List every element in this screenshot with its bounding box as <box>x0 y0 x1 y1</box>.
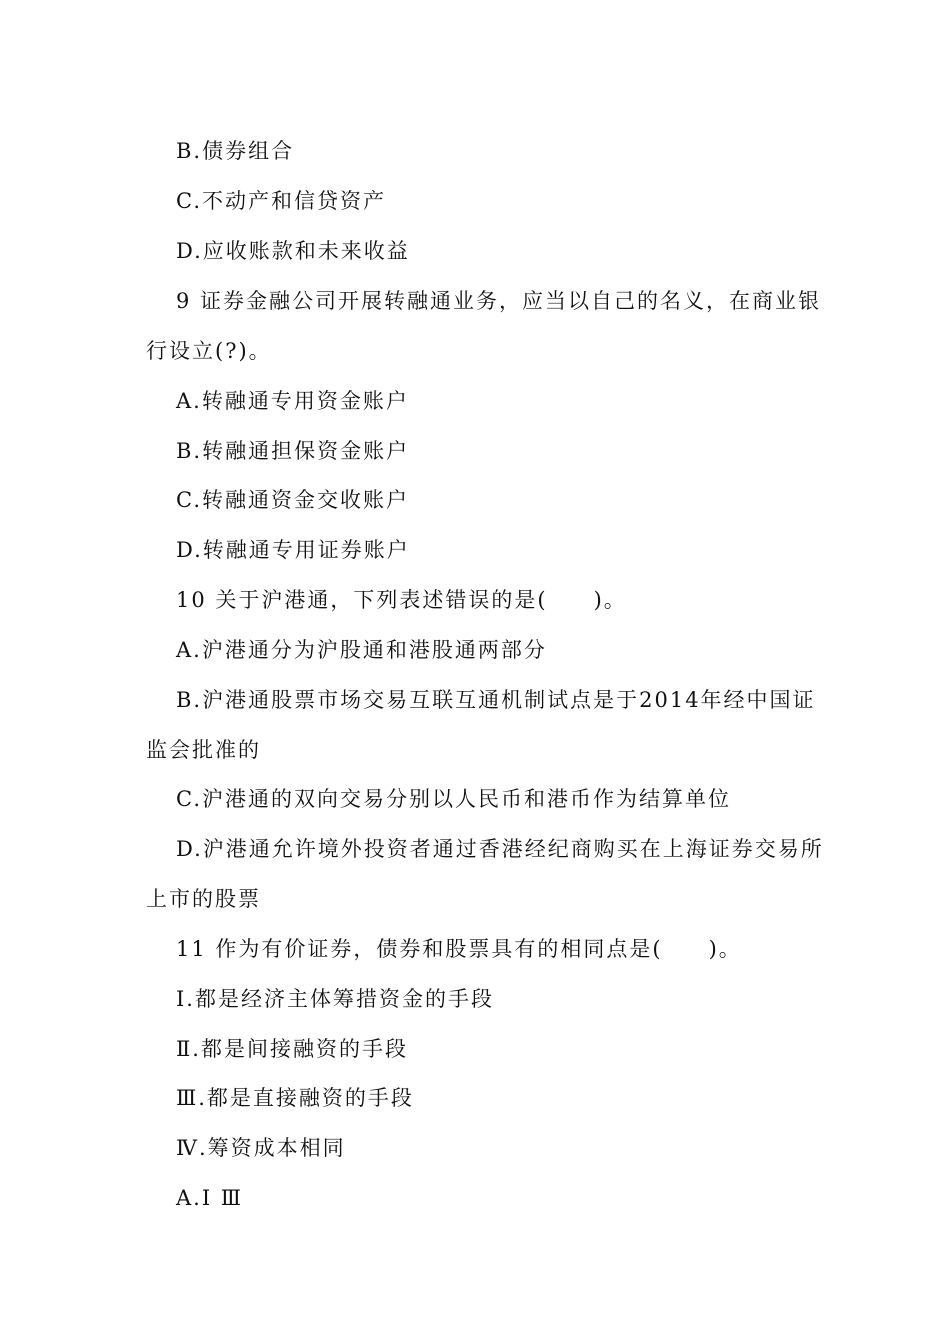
option-d-q9: D.转融通专用证券账户 <box>176 538 410 562</box>
statement-2-q11: Ⅱ.都是间接融资的手段 <box>176 1037 408 1061</box>
option-b-q10-line-1: B.沪港通股票市场交易互联互通机制试点是于2014年经中国证 <box>176 688 816 712</box>
option-a-q11: A.Ⅰ Ⅲ <box>176 1186 244 1210</box>
question-9-line-1: 9 证券金融公司开展转融通业务，应当以自己的名义，在商业银 <box>176 289 822 313</box>
option-d-q10-line-2: 上市的股票 <box>146 887 261 911</box>
statement-3-q11: Ⅲ.都是直接融资的手段 <box>176 1086 414 1110</box>
option-b-q10-line-2: 监会批准的 <box>146 738 261 762</box>
option-c-q10: C.沪港通的双向交易分别以人民币和港币作为结算单位 <box>176 787 731 811</box>
question-10: 10 关于沪港通，下列表述错误的是( )。 <box>176 588 627 612</box>
option-a-q10: A.沪港通分为沪股通和港股通两部分 <box>176 638 547 662</box>
option-d-q8: D.应收账款和未来收益 <box>176 239 410 263</box>
option-b-q9: B.转融通担保资金账户 <box>176 439 410 463</box>
option-b-q8: B.债券组合 <box>176 139 295 163</box>
statement-4-q11: Ⅳ.筹资成本相同 <box>176 1136 346 1160</box>
option-c-q8: C.不动产和信贷资产 <box>176 189 386 213</box>
statement-1-q11: Ⅰ.都是经济主体筹措资金的手段 <box>176 987 494 1011</box>
question-11: 11 作为有价证券，债券和股票具有的相同点是( )。 <box>176 937 742 961</box>
option-c-q9: C.转融通资金交收账户 <box>176 488 409 512</box>
option-a-q9: A.转融通专用资金账户 <box>176 389 409 413</box>
question-9-line-2: 行设立(?)。 <box>146 339 272 363</box>
option-d-q10-line-1: D.沪港通允许境外投资者通过香港经纪商购买在上海证券交易所 <box>176 837 824 861</box>
